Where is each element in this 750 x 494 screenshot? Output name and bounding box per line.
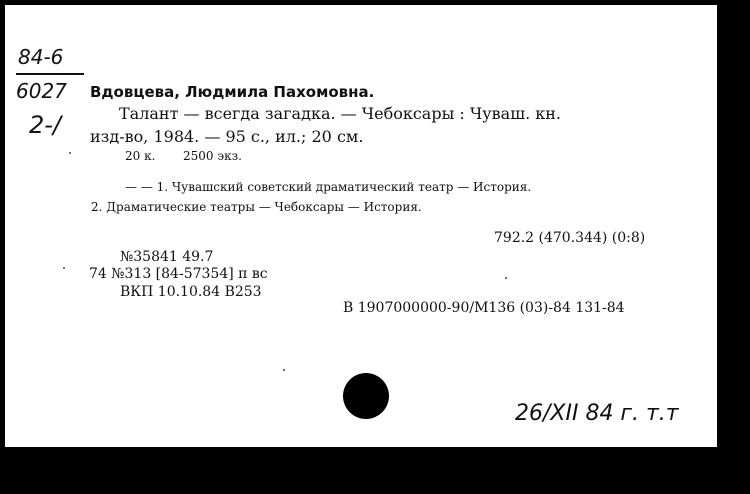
catalog-code: В 1907000000-90/М136 (03)-84 131-84 [343, 300, 625, 316]
catalog-card [5, 5, 717, 447]
speck [505, 277, 507, 279]
title-line-2: изд-во, 1984. — 95 с., ил.; 20 см. [90, 127, 364, 146]
handwritten-number-top: 84-6 [18, 45, 64, 69]
vkp-date: ВКП 10.10.84 В253 [120, 284, 262, 300]
handwritten-underline [16, 73, 84, 75]
speck [69, 152, 71, 154]
author-name: Вдовцева, Людмила Пахомовна. [90, 83, 375, 101]
classification: 792.2 (470.344) (0:8) [494, 230, 646, 246]
subjects-line-2: 2. Драматические театры — Чебоксары — История. [91, 200, 422, 214]
title-line-1: Талант — всегда загадка. — Чебоксары : Чуваш. кн. [119, 104, 561, 123]
speck [63, 267, 65, 269]
handwritten-mark: 2-/ [29, 111, 62, 139]
handwritten-number-bottom: 6027 [16, 79, 67, 103]
price: 20 к. [125, 149, 156, 163]
order-number: №35841 49.7 [120, 249, 214, 265]
copies: 2500 экз. [183, 149, 242, 163]
subjects-line-1: — — 1. Чувашский советский драматический театр — История. [125, 180, 532, 194]
registry: 74 №313 [84-57354] п вс [89, 266, 268, 282]
speck [283, 369, 285, 371]
punch-hole [343, 373, 389, 419]
handwritten-date: 26/XII 84 г. т.т [515, 401, 679, 426]
